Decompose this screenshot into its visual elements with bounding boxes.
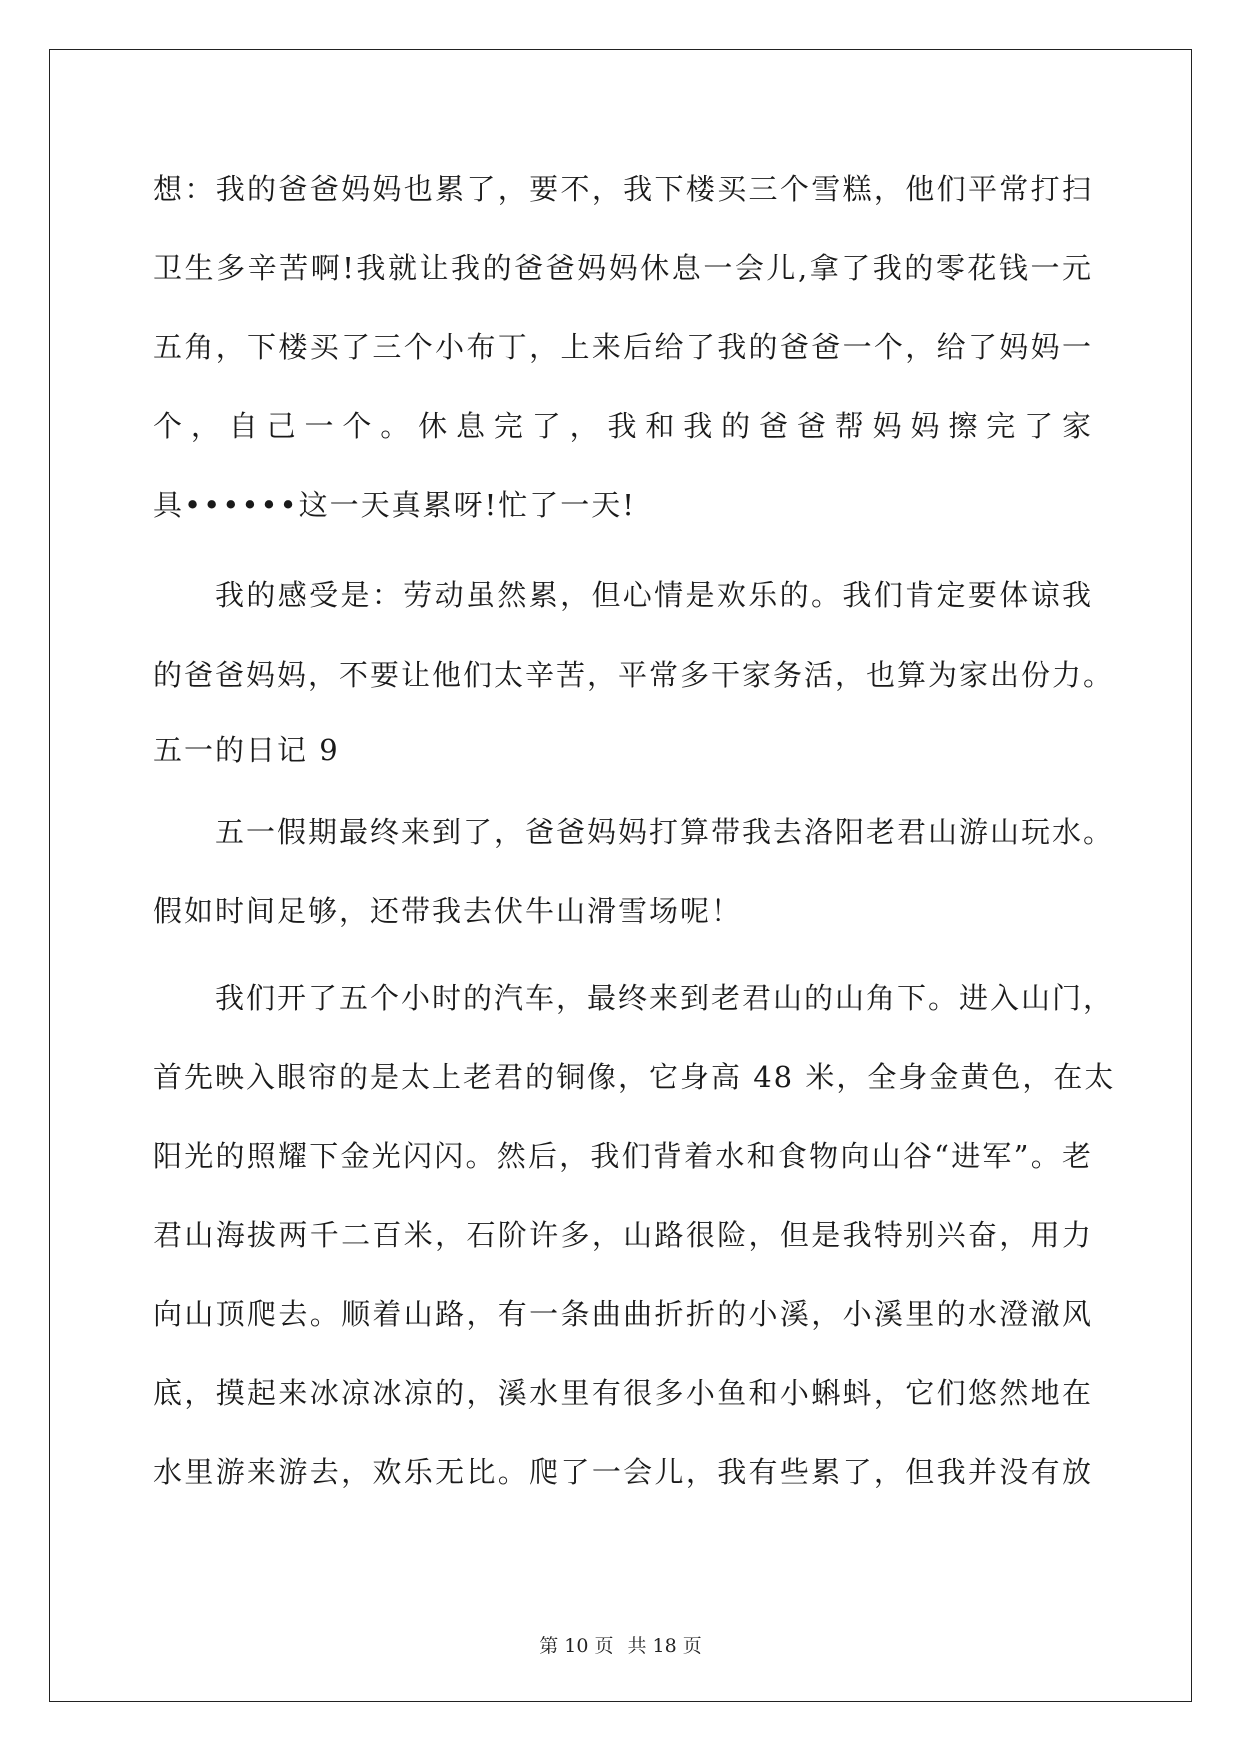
text-line: 具••••••这一天真累呀!忙了一天! — [153, 488, 636, 522]
page-number-current: 第 10 页 — [539, 1635, 614, 1657]
text-line: 向山顶爬去。顺着山路，有一条曲曲折折的小溪，小溪里的水澄澈风 — [153, 1297, 1093, 1331]
text-line: 五一假期最终来到了，爸爸妈妈打算带我去洛阳老君山游山玩水。 — [215, 815, 1115, 849]
text-line: 水里游来游去，欢乐无比。爬了一会儿，我有些累了，但我并没有放 — [153, 1455, 1093, 1489]
text-line: 个，自己一个。休息完了，我和我的爸爸帮妈妈擦完了家 — [153, 409, 1093, 443]
text-line: 卫生多辛苦啊!我就让我的爸爸妈妈休息一会儿,拿了我的零花钱一元 — [153, 251, 1093, 285]
text-line: 阳光的照耀下金光闪闪。然后，我们背着水和食物向山谷“进军”。老 — [153, 1139, 1093, 1173]
text-line: 底，摸起来冰凉冰凉的，溪水里有很多小鱼和小蝌蚪，它们悠然地在 — [153, 1376, 1093, 1410]
section-heading: 五一的日记 9 — [153, 733, 340, 767]
page-footer — [0, 1634, 1241, 1658]
text-line: 的爸爸妈妈，不要让他们太辛苦，平常多干家务活，也算为家出份力。 — [153, 658, 1115, 692]
text-line: 我的感受是：劳动虽然累，但心情是欢乐的。我们肯定要体谅我 — [215, 578, 1093, 612]
text-line: 想：我的爸爸妈妈也累了，要不，我下楼买三个雪糕，他们平常打扫 — [153, 172, 1093, 206]
text-line: 君山海拔两千二百米，石阶许多，山路很险，但是我特别兴奋，用力 — [153, 1218, 1093, 1252]
text-line: 五角，下楼买了三个小布丁，上来后给了我的爸爸一个，给了妈妈一 — [153, 330, 1093, 364]
page-number-total: 共 18 页 — [627, 1635, 702, 1657]
text-line: 我们开了五个小时的汽车，最终来到老君山的山角下。进入山门， — [215, 981, 1115, 1015]
text-line: 假如时间足够，还带我去伏牛山滑雪场呢！ — [153, 894, 743, 928]
text-line: 首先映入眼帘的是太上老君的铜像，它身高 48 米，全身金黄色，在太 — [153, 1060, 1116, 1094]
